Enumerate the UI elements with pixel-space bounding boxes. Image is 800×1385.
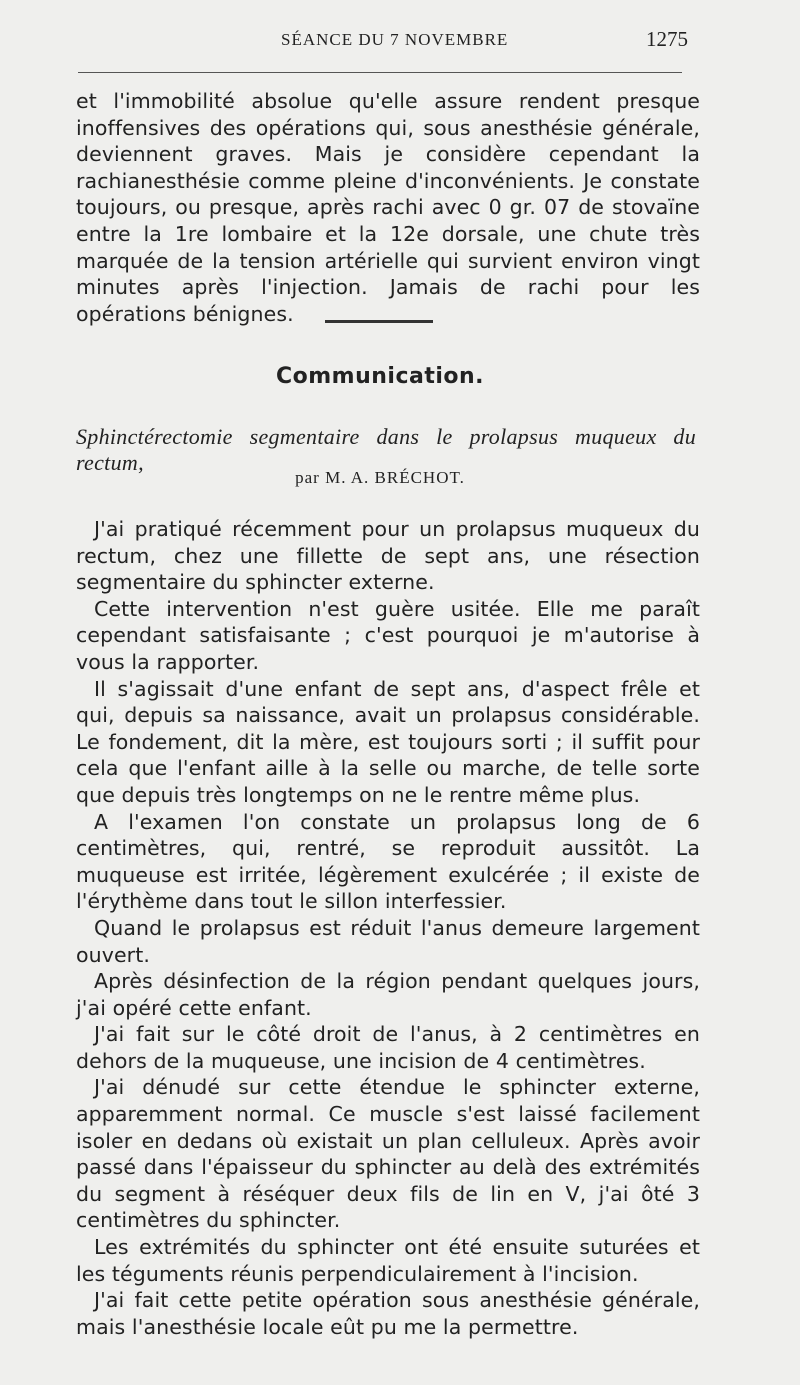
section-divider xyxy=(325,320,433,323)
running-title: SÉANCE DU 7 NOVEMBRE xyxy=(281,30,509,49)
body-paragraph: J'ai fait sur le côté droit de l'anus, à 2 centimètres en dehors de la muqueuse, une incision de 4 centimètres. xyxy=(76,1022,700,1073)
body-paragraph: J'ai fait cette petite opération sous anesthésie générale, mais l'anesthésie locale eût pu me la permettre. xyxy=(76,1288,700,1339)
body-paragraph: Cette intervention n'est guère usitée. Elle me paraît cependant satisfaisante ; c'est pourquoi je m'autorise à vous la rapporter. xyxy=(76,596,700,674)
intro-paragraph: et l'immobilité absolue qu'elle assure rendent presque inoffensives des opérations qui, sous anesthésie générale, deviennent graves. Mais je considère cependant la rachianesthésie comme pleine d'inconvénients. Je constate toujours, ou presque, après rachi avec 0 gr. 07 de stovaïne entre la 1re lombaire et la 12e dorsale, une chute très marquée de la tension artérielle qui survient environ vingt minutes après l'injection. Jamais de rachi pour les opérations bénignes. xyxy=(76,89,700,326)
body-paragraph: Après désinfection de la région pendant quelques jours, j'ai opéré cette enfant. xyxy=(76,969,700,1020)
intro-text xyxy=(76,88,700,327)
byline: par M. A. BRÉCHOT. xyxy=(295,468,465,487)
article-title: Sphinctérectomie segmentaire dans le prolapsus muqueux du rectum, xyxy=(76,424,696,475)
article-body xyxy=(76,516,700,1340)
header-rule xyxy=(78,72,682,73)
body-paragraph: Il s'agissait d'une enfant de sept ans, d'aspect frêle et qui, depuis sa naissance, avait un prolapsus considérable. Le fondement, dit la mère, est toujours sorti ; il suffit pour cela que l'enfant aille à la selle ou marche, de telle sorte que depuis très longtemps on ne le rentre même plus. xyxy=(76,676,700,807)
body-paragraph: J'ai dénudé sur cette étendue le sphincter externe, apparemment normal. Ce muscle s'est laissé facilement isoler en dedans où existait un plan celluleux. Après avoir passé dans l'épaisseur du sphincter au delà des extrémités du segment à réséquer deux fils de lin en V, j'ai ôté 3 centimètres du sphincter. xyxy=(76,1075,700,1233)
section-heading: Communication. xyxy=(275,364,485,389)
body-paragraph: Les extrémités du sphincter ont été ensuite suturées et les téguments réunis perpendiculairement à l'incision. xyxy=(76,1235,700,1286)
body-paragraph: A l'examen l'on constate un prolapsus long de 6 centimètres, qui, rentré, se reproduit aussitôt. La muqueuse est irritée, légèrement exulcérée ; il existe de l'érythème dans tout le sillon interfessier. xyxy=(76,809,700,914)
body-paragraph: Quand le prolapsus est réduit l'anus demeure largement ouvert. xyxy=(76,915,700,967)
body-paragraph: J'ai pratiqué récemment pour un prolapsus muqueux du rectum, chez une fillette de sept ans, une résection segmentaire du sphincter externe. xyxy=(76,517,700,595)
page-number: 1275 xyxy=(646,27,688,51)
